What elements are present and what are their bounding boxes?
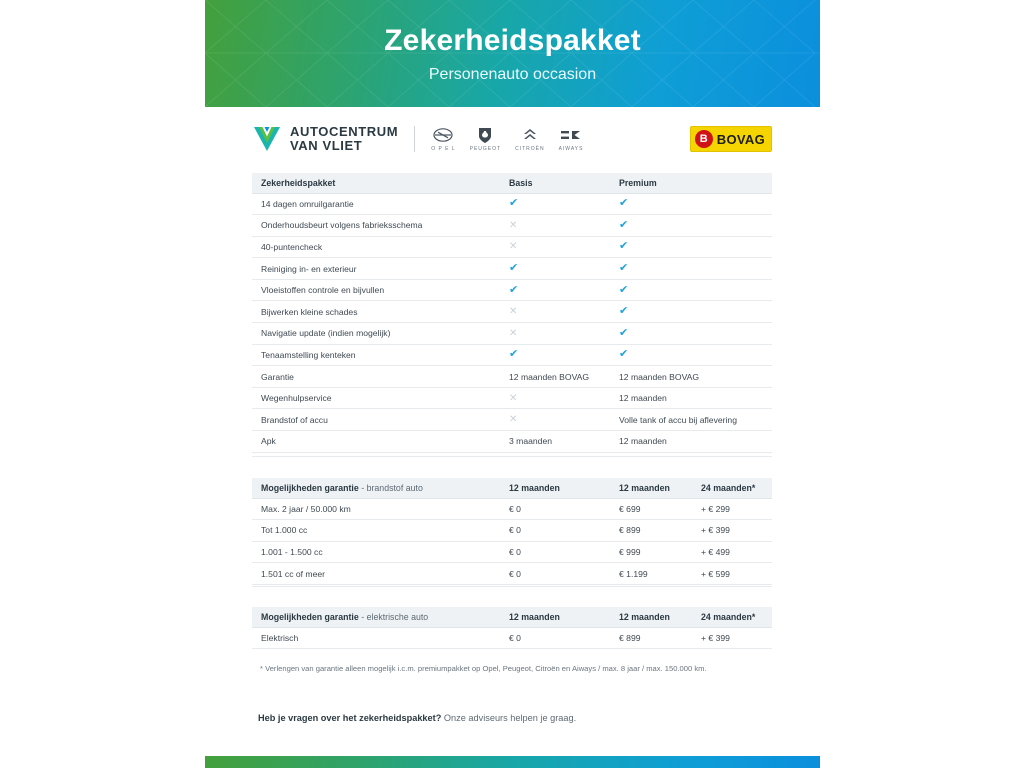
row-premium (610, 215, 772, 237)
footer-banner (205, 756, 820, 768)
cross-icon: ✕ (509, 306, 518, 318)
row-basis: 12 maanden BOVAG (509, 371, 590, 382)
col-header-premium-term: 12 maanden (619, 611, 670, 622)
row-price-extended: + € 399 (701, 632, 730, 643)
col-header-garantie (252, 478, 500, 498)
table-row (252, 301, 772, 323)
row-price-extended: + € 299 (701, 503, 730, 514)
row-premium: 12 maanden (619, 393, 667, 404)
table-row (252, 387, 772, 409)
marque-citroen-label: CITROËN (515, 146, 545, 152)
bovag-label: BOVAG (716, 131, 765, 147)
row-basis (500, 279, 610, 301)
row-basis (500, 387, 610, 409)
row-basis (500, 193, 610, 215)
page-subtitle: Personenauto occasion (428, 66, 597, 83)
table-row (252, 193, 772, 215)
row-price-premium: € 1.199 (619, 568, 648, 579)
check-icon: ✔ (509, 197, 519, 210)
check-icon: ✔ (619, 240, 629, 253)
row-price-extended: + € 599 (701, 568, 730, 579)
row-label: Apk (261, 436, 276, 447)
check-icon: ✔ (509, 262, 519, 275)
row-premium: 12 maanden (619, 436, 667, 447)
table-row (252, 323, 772, 345)
vertical-divider (414, 126, 415, 152)
row-price-basis: € 0 (509, 568, 521, 579)
table-row (252, 344, 772, 366)
row-label: Reiniging in- en exterieur (261, 263, 357, 274)
brand-marques (431, 126, 583, 152)
footnote-text: * Verlengen van garantie alleen mogelijk i.c.m. premiumpakket op Opel, Peugeot, Citroën en Aiways / max. 8 jaar / max. 150.000 km. (260, 664, 707, 673)
check-icon: ✔ (619, 283, 629, 296)
row-basis (500, 323, 610, 345)
logo-line-2: VAN VLIET (290, 138, 363, 153)
logo-line-1: AUTOCENTRUM (290, 124, 399, 140)
col-header-garantie-ev-sub: - elektrische auto (361, 611, 429, 622)
garantie-elektrisch-table (252, 607, 772, 649)
cross-icon: ✕ (509, 241, 518, 253)
row-label: Vloeistoffen controle en bijvullen (261, 285, 385, 296)
row-label: Garantie (261, 371, 294, 382)
row-premium (610, 344, 772, 366)
table-row (252, 279, 772, 301)
row-premium (610, 279, 772, 301)
table-row (252, 215, 772, 237)
table-row (252, 520, 772, 542)
col-header-garantie-sub: - brandstof auto (361, 482, 423, 493)
row-premium: Volle tank of accu bij aflevering (619, 414, 737, 425)
check-icon: ✔ (619, 326, 629, 339)
brand-row (252, 118, 772, 160)
bovag-badge (690, 126, 772, 152)
col-header-garantie-ev (252, 607, 500, 627)
col-header-basis-term: 12 maanden (509, 611, 560, 622)
row-label: Elektrisch (261, 632, 299, 643)
cross-icon: ✕ (509, 219, 518, 231)
col-header-feature: Zekerheidspakket (261, 177, 336, 188)
row-premium (610, 258, 772, 280)
marque-peugeot (470, 126, 501, 152)
col-header-extended-term: 24 maanden* (701, 611, 756, 622)
marque-opel-label: O P E L (431, 146, 456, 152)
row-price-premium: € 999 (619, 546, 641, 557)
peugeot-logo-icon (478, 126, 492, 144)
col-header-premium-term: 12 maanden (619, 482, 670, 493)
marque-aiways-label: AIWAYS (558, 146, 584, 152)
row-basis: 3 maanden (509, 436, 553, 447)
check-icon: ✔ (509, 283, 519, 296)
table-header-row (252, 478, 772, 498)
row-basis (500, 236, 610, 258)
table-header-row (252, 173, 772, 193)
row-premium (610, 301, 772, 323)
row-label: Max. 2 jaar / 50.000 km (261, 503, 351, 514)
table-row (252, 627, 772, 649)
marque-opel (431, 126, 455, 152)
row-basis (500, 258, 610, 280)
row-label: Brandstof of accu (261, 414, 328, 425)
aiways-logo-icon (560, 126, 582, 144)
cta-answer: Onze adviseurs helpen je graag. (441, 713, 577, 723)
row-label: 1.501 cc of meer (261, 568, 326, 579)
opel-logo-icon (433, 126, 453, 144)
marque-citroen (515, 126, 545, 152)
row-price-extended: + € 399 (701, 525, 730, 536)
row-basis (500, 344, 610, 366)
col-header-basis-term: 12 maanden (509, 482, 560, 493)
cross-icon: ✕ (509, 414, 518, 426)
bovag-mark: B (699, 132, 708, 145)
table-row (252, 431, 772, 453)
row-premium: 12 maanden BOVAG (619, 371, 700, 382)
row-basis (500, 301, 610, 323)
row-label: Tot 1.000 cc (261, 525, 308, 536)
header-banner (205, 0, 820, 107)
row-premium (610, 323, 772, 345)
logo-wordmark (290, 125, 398, 152)
row-price-basis: € 0 (509, 525, 521, 536)
check-icon: ✔ (619, 305, 629, 318)
row-label: Onderhoudsbeurt volgens fabrieksschema (261, 220, 423, 231)
table-spacer-line (252, 456, 772, 457)
row-label: Bijwerken kleine schades (261, 306, 358, 317)
check-icon: ✔ (509, 348, 519, 361)
col-header-extended-term: 24 maanden* (701, 482, 756, 493)
row-price-premium: € 899 (619, 632, 641, 643)
table-row (252, 541, 772, 563)
cta-question: Heb je vragen over het zekerheidspakket? (258, 713, 442, 723)
col-header-garantie-main: Mogelijkheden garantie (261, 482, 359, 493)
row-label: 1.001 - 1.500 cc (261, 546, 323, 557)
row-label: 40-puntencheck (261, 241, 323, 252)
row-premium (610, 193, 772, 215)
col-header-basis: Basis (509, 177, 533, 188)
row-premium (610, 236, 772, 258)
table-header-row (252, 607, 772, 627)
cross-icon: ✕ (509, 392, 518, 404)
garantie-brandstof-table (252, 478, 772, 585)
row-basis (500, 409, 610, 431)
row-label: Wegenhulpservice (261, 393, 332, 404)
row-price-basis: € 0 (509, 503, 521, 514)
row-price-extended: + € 499 (701, 546, 730, 557)
check-icon: ✔ (619, 262, 629, 275)
check-icon: ✔ (619, 218, 629, 231)
row-price-basis: € 0 (509, 546, 521, 557)
row-label: 14 dagen omruilgarantie (261, 198, 354, 209)
row-label: Tenaamstelling kenteken (261, 349, 356, 360)
row-price-basis: € 0 (509, 632, 521, 643)
marque-aiways (559, 126, 584, 152)
row-price-premium: € 699 (619, 503, 641, 514)
bovag-circle-icon (695, 130, 713, 148)
autocentrum-van-vliet-logo (252, 124, 398, 154)
cta-text (258, 713, 778, 723)
table-spacer-line (252, 586, 772, 587)
cross-icon: ✕ (509, 327, 518, 339)
zekerheidspakket-table (252, 173, 772, 453)
row-basis (500, 215, 610, 237)
table-row (252, 563, 772, 585)
table-row (252, 409, 772, 431)
marque-peugeot-label: PEUGEOT (469, 146, 502, 152)
check-icon: ✔ (619, 348, 629, 361)
table-row (252, 236, 772, 258)
row-price-premium: € 899 (619, 525, 641, 536)
table-row (252, 498, 772, 520)
table-row (252, 258, 772, 280)
page-title: Zekerheidspakket (384, 24, 641, 57)
citroen-logo-icon (521, 126, 539, 144)
table-row (252, 366, 772, 388)
col-header-premium: Premium (619, 177, 657, 188)
v-mark-icon (252, 124, 282, 154)
row-label: Navigatie update (indien mogelijk) (261, 328, 391, 339)
col-header-garantie-ev-main: Mogelijkheden garantie (261, 611, 359, 622)
check-icon: ✔ (619, 197, 629, 210)
